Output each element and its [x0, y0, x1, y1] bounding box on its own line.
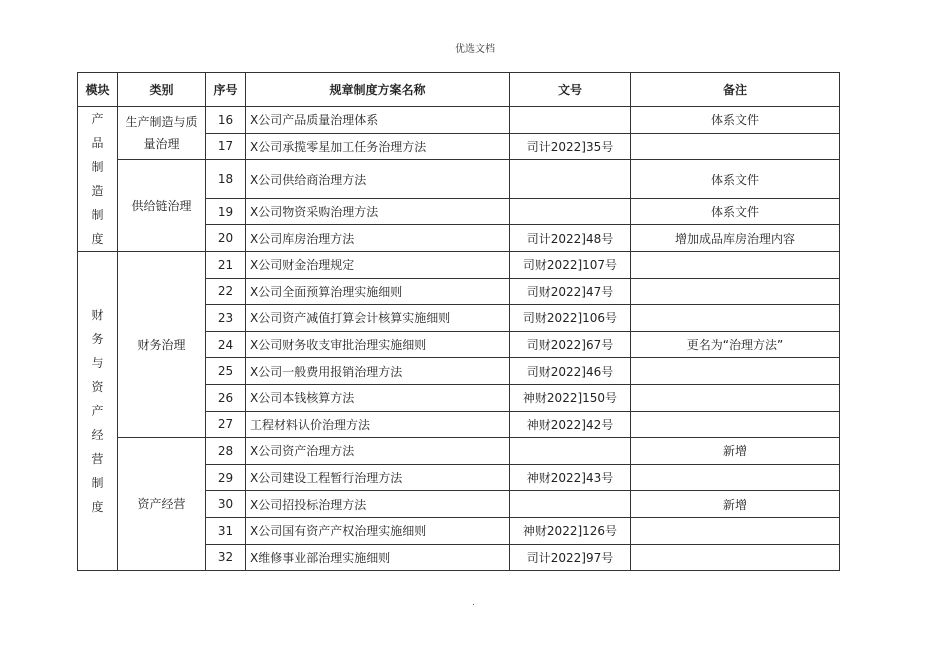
category-cell: 财务治理 — [118, 252, 206, 438]
row-title: X公司承揽零星加工任务治理方法 — [246, 133, 510, 160]
header-remarks: 备注 — [631, 73, 840, 107]
row-title: X公司供给商治理方法 — [246, 160, 510, 199]
row-title: X公司国有资产产权治理实施细则 — [246, 517, 510, 544]
row-doc-number — [510, 107, 631, 134]
row-remarks — [631, 384, 840, 411]
row-doc-number — [510, 160, 631, 199]
category-cell: 生产制造与质量治理 — [118, 107, 206, 160]
row-title: X公司资产治理方法 — [246, 438, 510, 465]
row-doc-number — [510, 198, 631, 225]
row-number: 31 — [206, 517, 246, 544]
row-number: 24 — [206, 331, 246, 358]
row-doc-number: 神财2022]126号 — [510, 517, 631, 544]
row-title: X公司资产减值打算会计核算实施细则 — [246, 305, 510, 332]
header-doc-number: 文号 — [510, 73, 631, 107]
row-doc-number: 司计2022]97号 — [510, 544, 631, 571]
row-title: X公司本钱核算方法 — [246, 384, 510, 411]
regulations-table — [77, 72, 840, 571]
category-cell: 资产经营 — [118, 438, 206, 571]
row-number: 32 — [206, 544, 246, 571]
row-number: 17 — [206, 133, 246, 160]
row-number: 23 — [206, 305, 246, 332]
row-doc-number: 司计2022]35号 — [510, 133, 631, 160]
row-remarks — [631, 544, 840, 571]
row-number: 16 — [206, 107, 246, 134]
row-doc-number: 司计2022]48号 — [510, 225, 631, 252]
row-remarks: 新增 — [631, 491, 840, 518]
row-title: X维修事业部治理实施细则 — [246, 544, 510, 571]
row-number: 19 — [206, 198, 246, 225]
module-cell: 财务与资产经营制度 — [78, 252, 118, 571]
row-doc-number: 司财2022]67号 — [510, 331, 631, 358]
row-remarks: 体系文件 — [631, 198, 840, 225]
row-doc-number: 神财2022]150号 — [510, 384, 631, 411]
row-number: 27 — [206, 411, 246, 438]
row-number: 22 — [206, 278, 246, 305]
row-title: X公司物资采购治理方法 — [246, 198, 510, 225]
row-remarks — [631, 252, 840, 279]
row-doc-number — [510, 491, 631, 518]
row-number: 26 — [206, 384, 246, 411]
row-doc-number: 神财2022]42号 — [510, 411, 631, 438]
row-number: 30 — [206, 491, 246, 518]
row-remarks: 增加成品库房治理内容 — [631, 225, 840, 252]
page-header-text: 优选文档 — [455, 44, 495, 55]
header-category: 类别 — [118, 73, 206, 107]
row-remarks — [631, 305, 840, 332]
row-number: 25 — [206, 358, 246, 385]
row-doc-number — [510, 438, 631, 465]
row-title: 工程材料认价治理方法 — [246, 411, 510, 438]
table-header-row — [78, 73, 840, 107]
category-cell: 供给链治理 — [118, 160, 206, 252]
row-title: X公司招投标治理方法 — [246, 491, 510, 518]
row-title: X公司库房治理方法 — [246, 225, 510, 252]
row-number: 21 — [206, 252, 246, 279]
row-remarks: 新增 — [631, 438, 840, 465]
table-row — [78, 252, 840, 279]
row-title: X公司建设工程暂行治理方法 — [246, 464, 510, 491]
row-doc-number: 司财2022]107号 — [510, 252, 631, 279]
module-cell: 产品制造制度 — [78, 107, 118, 252]
row-number: 18 — [206, 160, 246, 199]
row-remarks — [631, 278, 840, 305]
row-number: 20 — [206, 225, 246, 252]
header-number: 序号 — [206, 73, 246, 107]
header-title: 规章制度方案名称 — [246, 73, 510, 107]
row-remarks — [631, 133, 840, 160]
row-remarks — [631, 358, 840, 385]
row-remarks: 体系文件 — [631, 160, 840, 199]
row-title: X公司全面预算治理实施细则 — [246, 278, 510, 305]
row-title: X公司一般费用报销治理方法 — [246, 358, 510, 385]
footer-mark: . — [472, 598, 475, 608]
row-doc-number: 司财2022]47号 — [510, 278, 631, 305]
row-title: X公司财金治理规定 — [246, 252, 510, 279]
table-row — [78, 160, 840, 199]
row-remarks — [631, 464, 840, 491]
row-doc-number: 神财2022]43号 — [510, 464, 631, 491]
table-row — [78, 107, 840, 134]
table-row — [78, 438, 840, 465]
header-module: 模块 — [78, 73, 118, 107]
row-remarks — [631, 517, 840, 544]
row-title: X公司财务收支审批治理实施细则 — [246, 331, 510, 358]
row-number: 28 — [206, 438, 246, 465]
row-number: 29 — [206, 464, 246, 491]
row-remarks — [631, 411, 840, 438]
row-remarks: 更名为“治理方法” — [631, 331, 840, 358]
row-doc-number: 司财2022]46号 — [510, 358, 631, 385]
row-remarks: 体系文件 — [631, 107, 840, 134]
row-title: X公司产品质量治理体系 — [246, 107, 510, 134]
row-doc-number: 司财2022]106号 — [510, 305, 631, 332]
